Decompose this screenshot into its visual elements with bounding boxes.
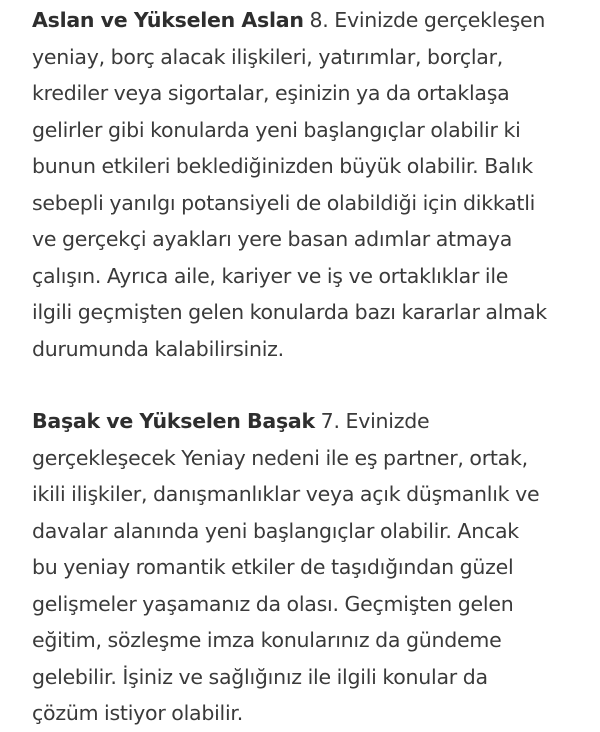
paragraph-basak <box>32 403 580 732</box>
text-line: durumunda kalabilirsiniz. <box>32 336 284 361</box>
text-line: krediler veya sigortalar, eşinizin ya da ortaklaşa <box>32 81 510 105</box>
text-line: ilgili geçmişten gelen konularda bazı kararlar almak <box>32 300 547 324</box>
text-line: gelebilir. İşiniz ve sağlığınız ile ilgili konular da <box>32 664 488 689</box>
text-line: çalışın. Ayrıca aile, kariyer ve iş ve ortaklıklar ile <box>32 263 509 288</box>
text-line: gerçekleşecek Yeniay nedeni ile eş partner, ortak, <box>32 445 528 470</box>
text-line-part: 8. Evinizde gerçekleşen <box>303 8 546 32</box>
text-line: eğitim, sözleşme imza konularınız da gündeme <box>32 628 502 652</box>
text-line: sebepli yanılgı potansiyeli de olabildiği için dikkatli <box>32 190 536 215</box>
text-line: yeniay, borç alacak ilişkileri, yatırımlar, borçlar, <box>32 44 504 69</box>
text-line: bunun etkileri beklediğinizden büyük olabilir. Balık <box>32 154 533 178</box>
text-line: ikili ilişkiler, danışmanlıklar veya açık düşmanlık ve <box>32 482 540 506</box>
text-line: çözüm istiyor olabilir. <box>32 701 243 725</box>
text-line: bu yeniay romantik etkiler de taşıdığından güzel <box>32 555 514 579</box>
paragraph-heading-basak: Başak ve Yükselen Başak <box>32 409 315 433</box>
text-line-part: 7. Evinizde <box>314 409 430 433</box>
paragraph-aslan <box>32 2 580 367</box>
text-line <box>32 403 580 440</box>
text-line: ve gerçekçi ayakları yere basan adımlar atmaya <box>32 227 513 251</box>
text-line: davalar alanında yeni başlangıçlar olabilir. Ancak <box>32 518 519 543</box>
text-line: gelişmeler yaşamanız da olası. Geçmişten gelen <box>32 591 514 616</box>
paragraph-heading-aslan: Aslan ve Yükselen Aslan <box>32 8 304 32</box>
text-line <box>32 2 580 39</box>
text-line: gelirler gibi konularda yeni başlangıçlar olabilir ki <box>32 117 521 142</box>
